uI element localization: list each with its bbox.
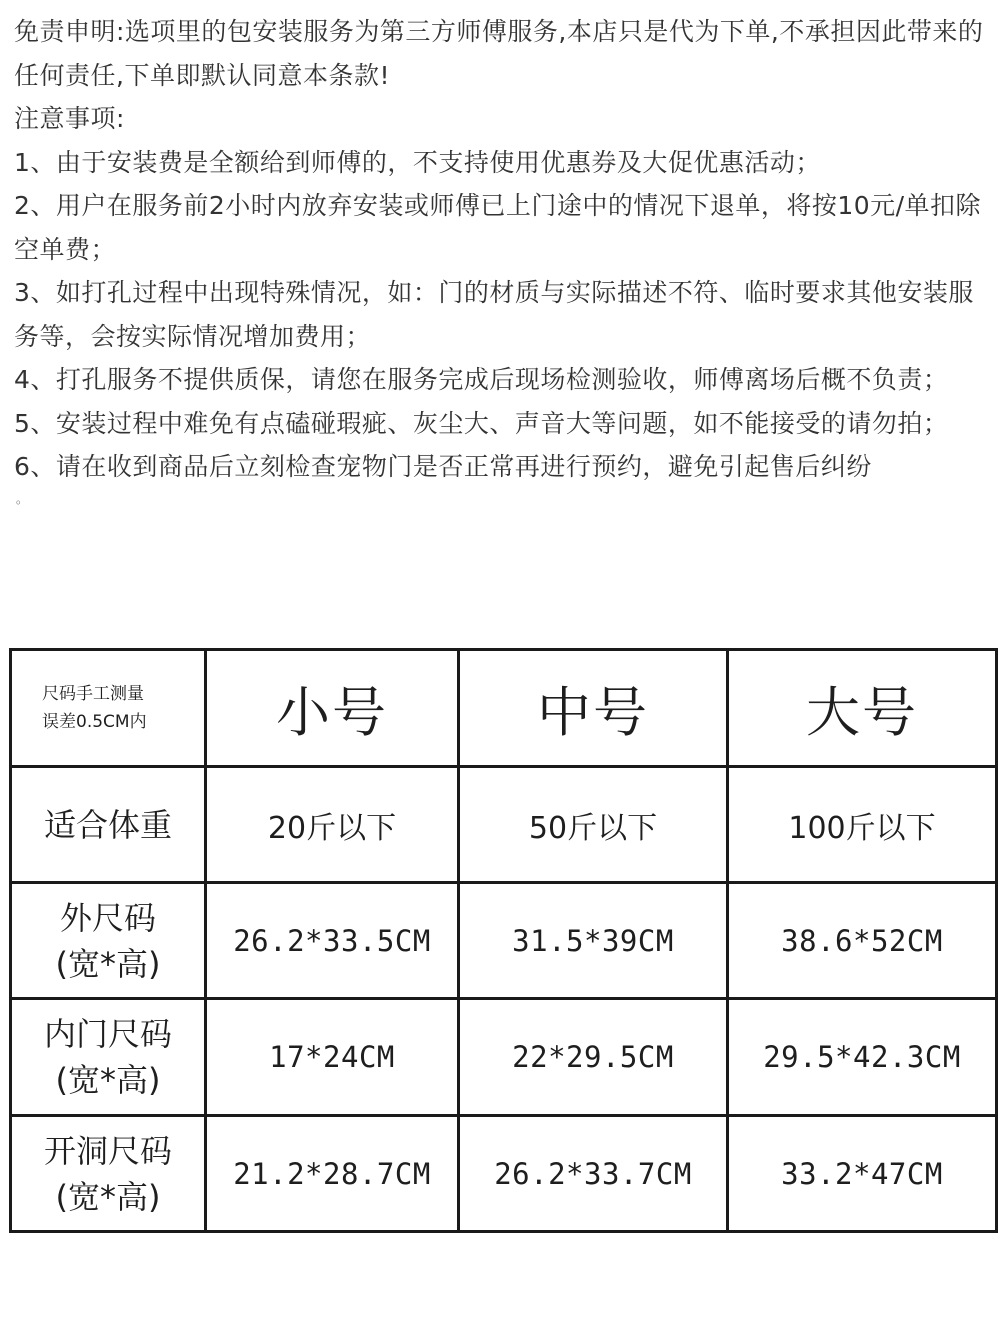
table-cell: 38.6*52CM <box>728 883 997 999</box>
notice-item: 1、由于安装费是全额给到师傅的，不支持使用优惠券及大促优惠活动； <box>14 147 821 177</box>
table-cell: 100斤以下 <box>728 767 997 883</box>
notice-tail: 。 <box>16 491 29 506</box>
row-label-weight <box>11 767 206 883</box>
table-cell: 17*24CM <box>206 999 459 1116</box>
size-table <box>9 648 998 1233</box>
table-cell: 22*29.5CM <box>459 999 728 1116</box>
row-label-text: 开洞尺码 <box>43 1131 172 1170</box>
notice-heading: 注意事项: <box>14 104 125 133</box>
table-cell: 31.5*39CM <box>459 883 728 999</box>
installation-notice <box>14 10 990 509</box>
table-cell: 50斤以下 <box>459 767 728 883</box>
row-label-cutout-size <box>11 1116 206 1232</box>
header-small: 小号 <box>206 650 459 767</box>
disclaimer-text: 免责申明:选项里的包安装服务为第三方师傅服务,本店只是代为下单,不承担因此带来的任何责任,下单即默认同意本条款! <box>14 17 984 90</box>
table-cell: 21.2*28.7CM <box>206 1116 459 1232</box>
notice-item: 5、安装过程中难免有点磕碰瑕疵、灰尘大、声音大等问题，如不能接受的请勿拍； <box>14 408 949 438</box>
notice-item: 2、用户在服务前2小时内放弃安装或师傅已上门途中的情况下退单，将按10元/单扣除空单费； <box>14 191 982 264</box>
header-medium: 中号 <box>459 650 728 767</box>
notice-item: 3、如打孔过程中出现特殊情况，如：门的材质与实际描述不符、临时要求其他安装服务等，会按实际情况增加费用； <box>14 278 974 351</box>
table-row <box>11 999 997 1116</box>
row-label-subtext: (宽*高) <box>55 1177 161 1216</box>
measurement-note-line: 尺码手工测量 <box>42 684 144 704</box>
measurement-note-cell <box>11 650 206 767</box>
header-large: 大号 <box>728 650 997 767</box>
table-row <box>11 767 997 883</box>
table-cell: 26.2*33.5CM <box>206 883 459 999</box>
table-cell: 26.2*33.7CM <box>459 1116 728 1232</box>
table-row <box>11 883 997 999</box>
measurement-note-line: 误差0.5CM内 <box>42 712 147 732</box>
row-label-text: 内门尺码 <box>43 1015 172 1053</box>
row-label-inner-door-size <box>11 999 206 1116</box>
table-cell: 29.5*42.3CM <box>728 999 997 1116</box>
row-label-text: 外尺码 <box>59 898 156 937</box>
row-label-subtext: (宽*高) <box>55 1061 161 1099</box>
table-header-row <box>11 650 997 767</box>
notice-item: 4、打孔服务不提供质保，请您在服务完成后现场检测验收，师傅离场后概不负责； <box>14 365 949 394</box>
notice-item: 6、请在收到商品后立刻检查宠物门是否正常再进行预约，避免引起售后纠纷 <box>14 452 872 481</box>
row-label-outer-size <box>11 883 206 999</box>
table-cell: 33.2*47CM <box>728 1116 997 1232</box>
table-row <box>11 1116 997 1232</box>
row-label-text: 适合体重 <box>43 805 172 844</box>
table-cell: 20斤以下 <box>206 767 459 883</box>
row-label-subtext: (宽*高) <box>55 944 161 983</box>
